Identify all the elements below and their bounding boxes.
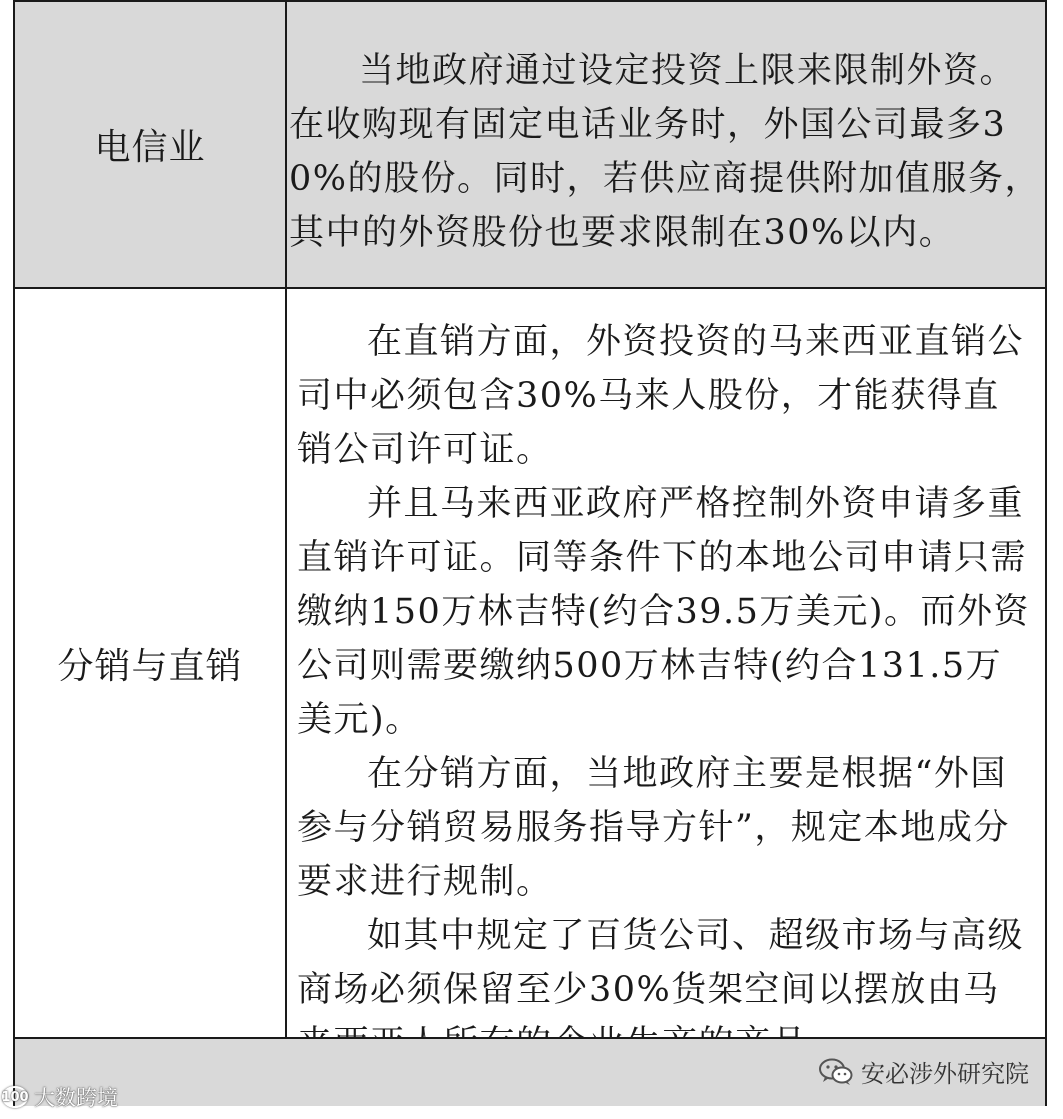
table-row-telecom bbox=[15, 2, 1045, 289]
source-watermark-text: 大数跨境 bbox=[34, 1086, 118, 1110]
table-row-distribution bbox=[15, 289, 1045, 1039]
source-watermark bbox=[2, 1082, 118, 1112]
row-content-telecom bbox=[287, 2, 1045, 287]
author-watermark-text: 安必涉外研究院 bbox=[861, 1060, 1029, 1088]
telecom-paragraph: 当地政府通过设定投资上限来限制外资。在收购现有固定电话业务时，外国公司最多30%的股份。同时，若供应商提供附加值服务，其中的外资股份也要求限制在30%以内。 bbox=[289, 51, 1042, 253]
author-watermark bbox=[819, 1054, 1029, 1089]
source-logo-icon: 100 bbox=[2, 1086, 28, 1108]
license-fee-paragraph: 并且马来西亚政府严格控制外资申请多重直销许可证。同等条件下的本地公司申请只需缴纳150万林吉特(约合39.5万美元)。而外资公司则需要缴纳500万林吉特(约合131.5万美元)。 bbox=[297, 484, 1031, 740]
shelf-space-paragraph: 如其中规定了百货公司、超级市场与高级商场必须保留至少30%货架空间以摆放由马 bbox=[297, 916, 1025, 1010]
direct-sales-paragraph: 在直销方面，外资投资的马来西亚直销公司中必须包含30%马来人股份，才能获得直销公司许可证。 bbox=[297, 322, 1025, 470]
row-label-telecom: 电信业 bbox=[15, 2, 287, 287]
distribution-guideline-paragraph: 在分销方面，当地政府主要是根据“外国参与分销贸易服务指导方针”，规定本地成分要求进行规制。 bbox=[297, 754, 1010, 902]
row-content-distribution bbox=[287, 289, 1045, 1037]
regulation-table bbox=[13, 0, 1047, 1106]
row-label-distribution: 分销与直销 bbox=[15, 289, 287, 1037]
wechat-icon bbox=[819, 1058, 853, 1086]
